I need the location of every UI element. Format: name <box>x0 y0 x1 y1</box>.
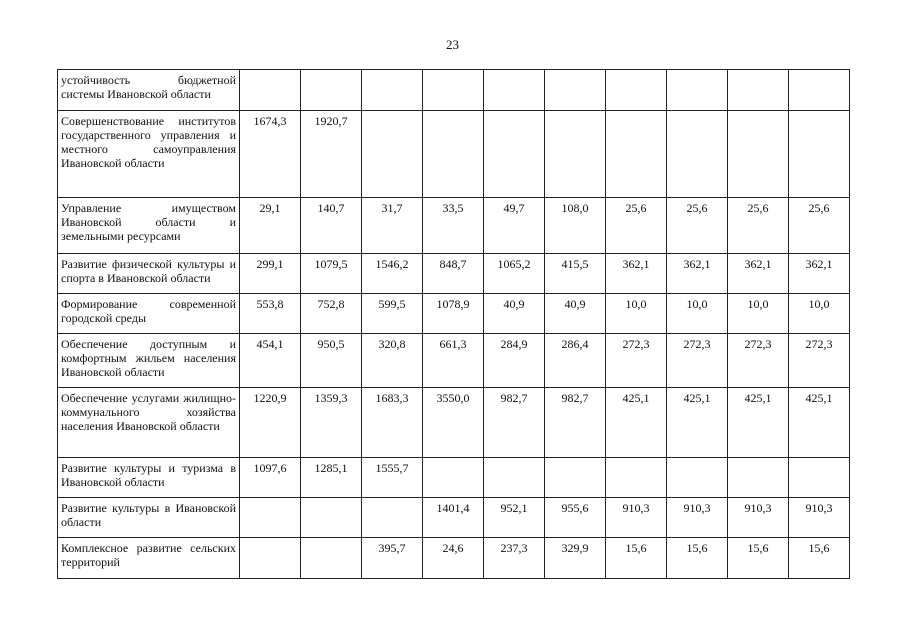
value-cell <box>789 458 850 498</box>
value-cell: 1097,6 <box>240 458 301 498</box>
value-cell <box>728 70 789 111</box>
value-cell: 15,6 <box>728 538 789 579</box>
value-cell <box>484 458 545 498</box>
value-cell: 1546,2 <box>362 254 423 294</box>
value-cell <box>484 70 545 111</box>
value-cell: 140,7 <box>301 198 362 254</box>
program-name: Комплексное развитие сельских территорий <box>58 538 240 579</box>
value-cell <box>362 498 423 538</box>
value-cell: 425,1 <box>789 388 850 458</box>
program-name: Формирование современной городской среды <box>58 294 240 334</box>
value-cell: 910,3 <box>728 498 789 538</box>
value-cell <box>545 70 606 111</box>
value-cell <box>545 111 606 198</box>
value-cell: 910,3 <box>667 498 728 538</box>
value-cell: 31,7 <box>362 198 423 254</box>
value-cell: 320,8 <box>362 334 423 388</box>
value-cell: 1555,7 <box>362 458 423 498</box>
value-cell: 362,1 <box>667 254 728 294</box>
value-cell: 1359,3 <box>301 388 362 458</box>
value-cell: 24,6 <box>423 538 484 579</box>
value-cell: 661,3 <box>423 334 484 388</box>
value-cell: 286,4 <box>545 334 606 388</box>
value-cell: 329,9 <box>545 538 606 579</box>
value-cell: 848,7 <box>423 254 484 294</box>
value-cell <box>423 458 484 498</box>
program-name: Совершенствование институтов государственного управления и местного самоуправления Ивановской области <box>58 111 240 198</box>
value-cell: 10,0 <box>789 294 850 334</box>
value-cell: 362,1 <box>789 254 850 294</box>
program-name: Развитие физической культуры и спорта в Ивановской области <box>58 254 240 294</box>
program-name: Обеспечение услугами жилищно-коммунального хозяйства населения Ивановской области <box>58 388 240 458</box>
program-name: Развитие культуры в Ивановской области <box>58 498 240 538</box>
program-name: Управление имуществом Ивановской области и земельными ресурсами <box>58 198 240 254</box>
table-row <box>58 334 850 388</box>
value-cell: 299,1 <box>240 254 301 294</box>
value-cell <box>240 498 301 538</box>
value-cell: 25,6 <box>606 198 667 254</box>
value-cell: 25,6 <box>728 198 789 254</box>
value-cell: 752,8 <box>301 294 362 334</box>
value-cell: 3550,0 <box>423 388 484 458</box>
value-cell: 272,3 <box>789 334 850 388</box>
program-name: Обеспечение доступным и комфортным жильем населения Ивановской области <box>58 334 240 388</box>
value-cell <box>606 458 667 498</box>
value-cell <box>423 70 484 111</box>
value-cell <box>667 111 728 198</box>
table-row <box>58 111 850 198</box>
program-name: устойчивость бюджетной системы Ивановской области <box>58 70 240 111</box>
table-row <box>58 70 850 111</box>
table-row <box>58 498 850 538</box>
value-cell <box>240 538 301 579</box>
value-cell <box>240 70 301 111</box>
value-cell: 25,6 <box>789 198 850 254</box>
value-cell <box>606 70 667 111</box>
value-cell <box>606 111 667 198</box>
value-cell: 15,6 <box>606 538 667 579</box>
table-row <box>58 254 850 294</box>
value-cell <box>545 458 606 498</box>
value-cell: 272,3 <box>606 334 667 388</box>
value-cell: 1285,1 <box>301 458 362 498</box>
value-cell: 1079,5 <box>301 254 362 294</box>
value-cell: 1401,4 <box>423 498 484 538</box>
value-cell <box>362 70 423 111</box>
value-cell <box>789 70 850 111</box>
value-cell: 25,6 <box>667 198 728 254</box>
value-cell: 33,5 <box>423 198 484 254</box>
value-cell <box>728 111 789 198</box>
value-cell <box>484 111 545 198</box>
value-cell: 15,6 <box>667 538 728 579</box>
value-cell: 952,1 <box>484 498 545 538</box>
value-cell: 1220,9 <box>240 388 301 458</box>
value-cell: 29,1 <box>240 198 301 254</box>
value-cell: 955,6 <box>545 498 606 538</box>
value-cell <box>301 498 362 538</box>
program-name: Развитие культуры и туризма в Ивановской области <box>58 458 240 498</box>
value-cell: 1683,3 <box>362 388 423 458</box>
table-row <box>58 538 850 579</box>
budget-table <box>57 69 850 579</box>
value-cell: 10,0 <box>728 294 789 334</box>
value-cell <box>301 538 362 579</box>
value-cell: 599,5 <box>362 294 423 334</box>
table-row <box>58 198 850 254</box>
table-row <box>58 388 850 458</box>
value-cell: 237,3 <box>484 538 545 579</box>
value-cell: 1065,2 <box>484 254 545 294</box>
value-cell: 425,1 <box>606 388 667 458</box>
value-cell: 910,3 <box>789 498 850 538</box>
value-cell <box>789 111 850 198</box>
value-cell: 272,3 <box>667 334 728 388</box>
value-cell: 108,0 <box>545 198 606 254</box>
page-number: 23 <box>446 37 459 52</box>
value-cell <box>423 111 484 198</box>
value-cell: 40,9 <box>484 294 545 334</box>
value-cell: 425,1 <box>728 388 789 458</box>
value-cell <box>728 458 789 498</box>
table-row <box>58 458 850 498</box>
value-cell: 15,6 <box>789 538 850 579</box>
table-row <box>58 294 850 334</box>
value-cell: 395,7 <box>362 538 423 579</box>
value-cell: 454,1 <box>240 334 301 388</box>
value-cell: 10,0 <box>667 294 728 334</box>
value-cell: 553,8 <box>240 294 301 334</box>
value-cell: 1674,3 <box>240 111 301 198</box>
value-cell <box>667 70 728 111</box>
value-cell: 362,1 <box>728 254 789 294</box>
value-cell: 284,9 <box>484 334 545 388</box>
value-cell: 1920,7 <box>301 111 362 198</box>
value-cell: 272,3 <box>728 334 789 388</box>
value-cell: 1078,9 <box>423 294 484 334</box>
value-cell <box>362 111 423 198</box>
value-cell: 910,3 <box>606 498 667 538</box>
value-cell: 950,5 <box>301 334 362 388</box>
value-cell: 415,5 <box>545 254 606 294</box>
value-cell: 40,9 <box>545 294 606 334</box>
value-cell: 362,1 <box>606 254 667 294</box>
value-cell: 425,1 <box>667 388 728 458</box>
value-cell <box>301 70 362 111</box>
value-cell: 982,7 <box>545 388 606 458</box>
value-cell: 49,7 <box>484 198 545 254</box>
value-cell <box>667 458 728 498</box>
value-cell: 982,7 <box>484 388 545 458</box>
value-cell: 10,0 <box>606 294 667 334</box>
